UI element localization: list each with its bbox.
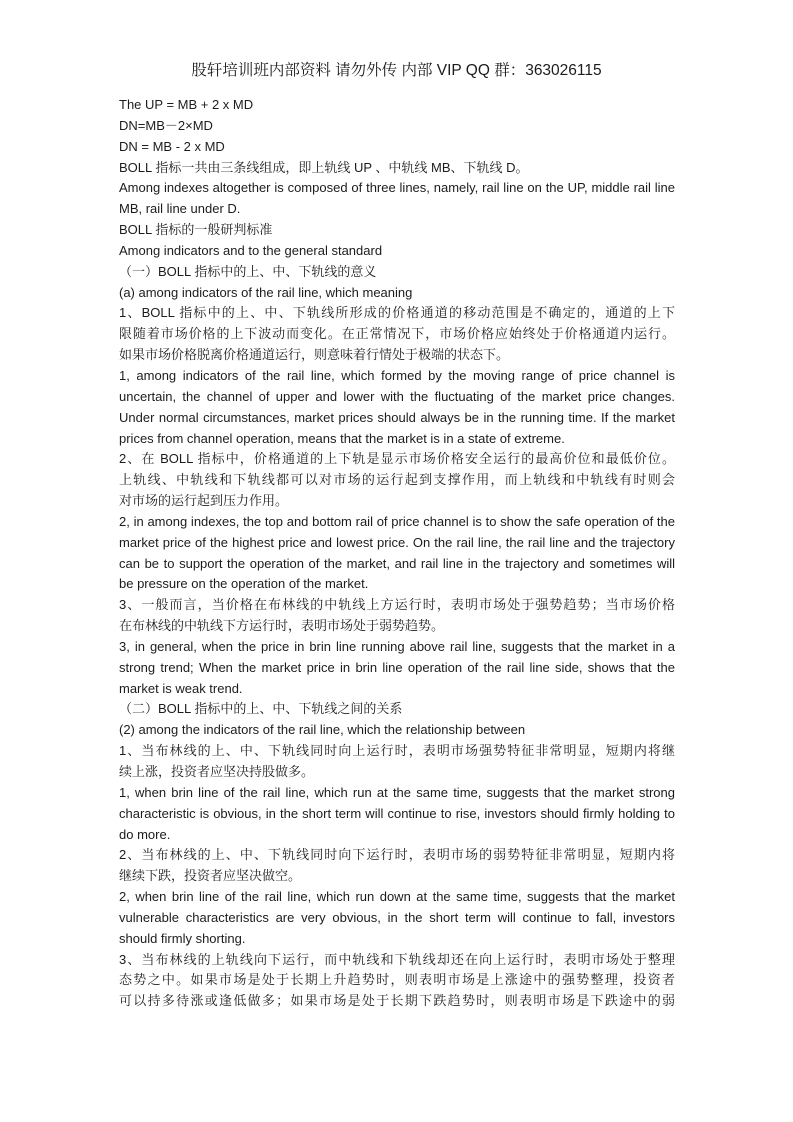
text-line: Among indexes altogether is composed of three lines, namely, rail line on the UP, middle rail line: [119, 180, 675, 196]
text-line: BOLL 指标一共由三条线组成，即上轨线 UP 、中轨线 MB、下轨线 D。: [119, 159, 529, 175]
text-line: do more.: [119, 826, 171, 842]
text-line: DN=MB－2×MD: [119, 117, 213, 133]
text-line: be pressure on the operation of the market.: [119, 576, 369, 592]
text-line: 3, in general, when the price in brin line running above rail line, suggests that the market in a: [119, 638, 675, 654]
text-line: 2、在 BOLL 指标中，价格通道的上下轨是显示市场价格安全运行的最高价位和最低价位。: [119, 451, 675, 467]
text-line: 3、当布林线的上轨线向下运行，而中轨线和下轨线却还在向上运行时，表明市场处于整理: [119, 951, 675, 967]
text-line: 2, in among indexes, the top and bottom rail of price channel is to show the safe operation of the: [119, 513, 675, 529]
text-line: should firmly shorting.: [119, 930, 246, 946]
text-line: Among indicators and to the general standard: [119, 242, 383, 258]
text-line: characteristic is obvious, in the short term will continue to rise, investors should firmly holding to: [119, 805, 675, 821]
text-line: 续上涨，投资者应坚决持股做多。: [119, 764, 315, 779]
text-line: （二）BOLL 指标中的上、中、下轨线之间的关系: [119, 701, 403, 717]
text-line: BOLL 指标的一般研判标准: [119, 222, 273, 238]
text-line: 上轨线、中轨线和下轨线都可以对市场的运行起到支撑作用，而上轨线和中轨线有时则会: [119, 472, 675, 488]
text-line: 继续下跌，投资者应坚决做空。: [119, 868, 302, 884]
text-line: prices from channel operation, means that the market is in a state of extreme.: [119, 430, 565, 446]
text-line: DN = MB - 2 x MD: [119, 138, 225, 154]
text-line: 2, when brin line of the rail line, which run down at the same time, suggests that the market: [119, 889, 675, 905]
text-line: 1, when brin line of the rail line, which run at the same time, suggests that the market strong: [119, 784, 675, 800]
text-line: （一）BOLL 指标中的上、中、下轨线的意义: [119, 263, 377, 279]
text-line: 1、BOLL 指标中的上、中、下轨线所形成的价格通道的移动范围是不确定的，通道的上下: [119, 305, 675, 321]
text-line: vulnerable characteristics are very obvious, in the short term will continue to fall, investors: [119, 909, 675, 925]
text-line: 2、当布林线的上、中、下轨线同时向下运行时，表明市场的弱势特征非常明显，短期内将: [119, 847, 675, 863]
document-body: [119, 95, 675, 1012]
text-line: 在布林线的中轨线下方运行时，表明市场处于弱势趋势。: [119, 618, 445, 634]
text-line: 可以持多待涨或逢低做多；如果市场是处于长期下跌趋势时，则表明市场是下跌途中的弱: [119, 993, 675, 1009]
text-line: strong trend; When the market price in brin line operation of the rail line side, shows that the: [119, 659, 675, 675]
text-line: uncertain, the channel of upper and lower with the fluctuating of the market price changes.: [119, 388, 675, 404]
text-line: MB, rail line under D.: [119, 201, 241, 217]
text-line: can be to support the operation of the market, and rail line in the trajectory and sometimes will: [119, 555, 675, 571]
text-line: 限随着市场价格的上下波动而变化。在正常情况下，市场价格应始终处于价格通道内运行。: [119, 326, 675, 342]
text-line: 1、当布林线的上、中、下轨线同时向上运行时，表明市场强势特征非常明显，短期内将继: [119, 743, 675, 759]
text-line: Under normal circumstances, market prices should always be in the running time. If the market: [119, 409, 675, 425]
text-line: The UP = MB + 2 x MD: [119, 97, 254, 112]
text-line: 1, among indicators of the rail line, which formed by the moving range of price channel is: [119, 367, 675, 383]
text-line: market price of the highest price and lowest price. On the rail line, the rail line and the trajectory: [119, 534, 675, 550]
text-line: 态势之中。如果市场是处于长期上升趋势时，则表明市场是上涨途中的强势整理，投资者: [119, 972, 675, 988]
text-line: 3、一般而言，当价格在布林线的中轨线上方运行时，表明市场处于强势趋势；当市场价格: [119, 597, 675, 613]
text-line: market is weak trend.: [119, 680, 243, 696]
text-line: 对市场的运行起到压力作用。: [119, 493, 289, 509]
text-line: 如果市场价格脱离价格通道运行，则意味着行情处于极端的状态下。: [119, 347, 510, 363]
page-title: 股轩培训班内部资料 请勿外传 内部 VIP QQ 群：363026115: [191, 62, 602, 79]
text-line: (a) among indicators of the rail line, which meaning: [119, 284, 413, 300]
text-line: (2) among the indicators of the rail line, which the relationship between: [119, 722, 526, 738]
